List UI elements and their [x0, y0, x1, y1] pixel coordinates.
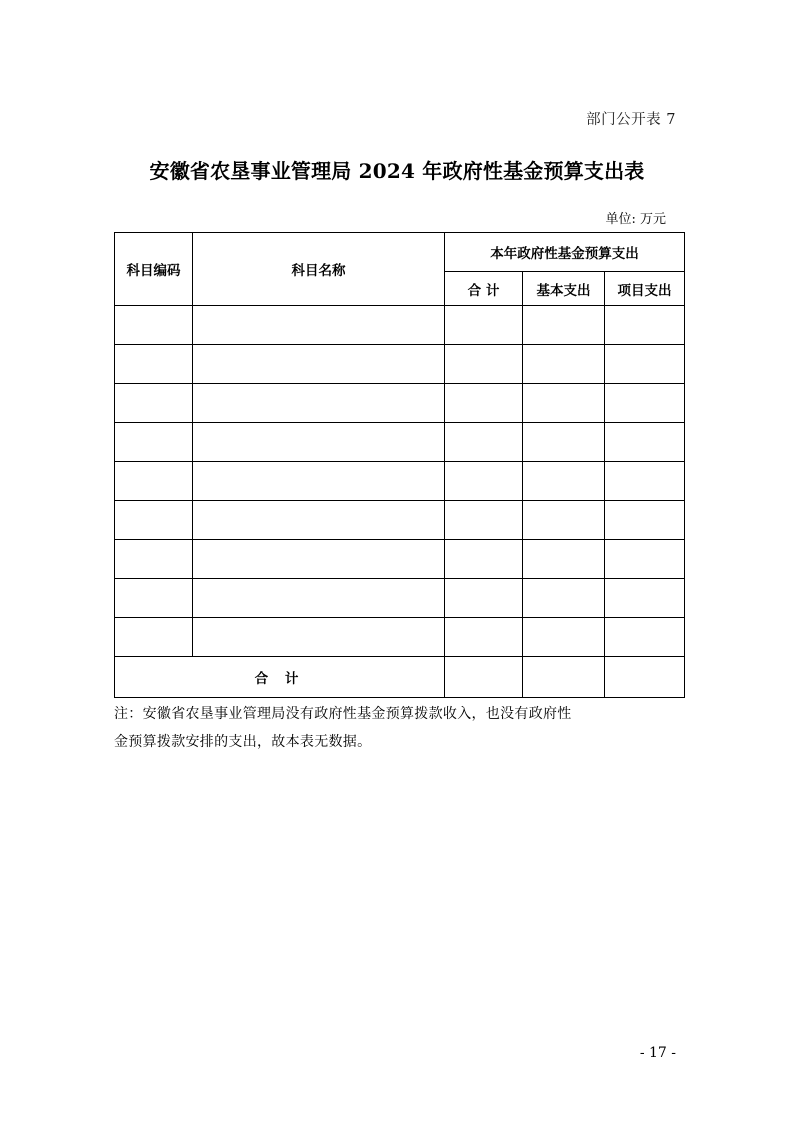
- cell-basic: [523, 306, 605, 345]
- cell-code: [115, 462, 193, 501]
- cell-sum: [445, 306, 523, 345]
- cell-sum: [445, 462, 523, 501]
- cell-name: [193, 462, 445, 501]
- cell-name: [193, 384, 445, 423]
- table-header-row-top: [115, 233, 685, 272]
- table-row: [115, 345, 685, 384]
- total-label: 合 计: [115, 657, 445, 698]
- table-row: [115, 579, 685, 618]
- table-row: [115, 462, 685, 501]
- cell-name: [193, 579, 445, 618]
- cell-sum: [445, 345, 523, 384]
- form-header-label: 部门公开表 7: [586, 112, 676, 128]
- column-header-group: 本年政府性基金预算支出: [445, 233, 685, 272]
- cell-basic: [523, 462, 605, 501]
- cell-basic: [523, 540, 605, 579]
- cell-sum: [445, 540, 523, 579]
- column-header-code: 科目编码: [115, 233, 193, 306]
- cell-basic: [523, 618, 605, 657]
- cell-project: [605, 384, 685, 423]
- cell-name: [193, 306, 445, 345]
- cell-code: [115, 423, 193, 462]
- budget-table: [114, 232, 685, 698]
- table-row: [115, 306, 685, 345]
- cell-basic: [523, 579, 605, 618]
- note-line-2: 金预算拨款安排的支出，故本表无数据。: [114, 734, 372, 750]
- cell-basic: [523, 345, 605, 384]
- cell-name: [193, 540, 445, 579]
- table-row: [115, 618, 685, 657]
- column-header-sum: 合 计: [445, 272, 523, 306]
- column-header-project: 项目支出: [605, 272, 685, 306]
- cell-code: [115, 618, 193, 657]
- cell-sum: [445, 579, 523, 618]
- cell-code: [115, 579, 193, 618]
- cell-name: [193, 618, 445, 657]
- cell-project: [605, 501, 685, 540]
- column-header-basic: 基本支出: [523, 272, 605, 306]
- table-total-row: [115, 657, 685, 698]
- cell-basic: [523, 384, 605, 423]
- cell-sum: [445, 618, 523, 657]
- cell-project: [605, 345, 685, 384]
- unit-label: 单位: 万元: [605, 212, 666, 227]
- cell-name: [193, 423, 445, 462]
- total-project: [605, 657, 685, 698]
- cell-code: [115, 501, 193, 540]
- cell-code: [115, 345, 193, 384]
- cell-project: [605, 618, 685, 657]
- column-header-name: 科目名称: [193, 233, 445, 306]
- table-row: [115, 501, 685, 540]
- table-row: [115, 384, 685, 423]
- page-title: 安徽省农垦事业管理局 2024 年政府性基金预算支出表: [149, 159, 645, 183]
- cell-basic: [523, 423, 605, 462]
- cell-sum: [445, 423, 523, 462]
- total-basic: [523, 657, 605, 698]
- cell-basic: [523, 501, 605, 540]
- cell-project: [605, 306, 685, 345]
- cell-project: [605, 462, 685, 501]
- table-row: [115, 540, 685, 579]
- cell-project: [605, 540, 685, 579]
- cell-project: [605, 579, 685, 618]
- cell-sum: [445, 384, 523, 423]
- page-number: - 17 -: [639, 1045, 676, 1061]
- cell-name: [193, 345, 445, 384]
- note-line-1: 注：安徽省农垦事业管理局没有政府性基金预算拨款收入，也没有政府性: [114, 706, 572, 722]
- cell-name: [193, 501, 445, 540]
- table-note: [114, 700, 694, 756]
- cell-code: [115, 540, 193, 579]
- total-sum: [445, 657, 523, 698]
- table-row: [115, 423, 685, 462]
- cell-sum: [445, 501, 523, 540]
- cell-code: [115, 306, 193, 345]
- cell-project: [605, 423, 685, 462]
- cell-code: [115, 384, 193, 423]
